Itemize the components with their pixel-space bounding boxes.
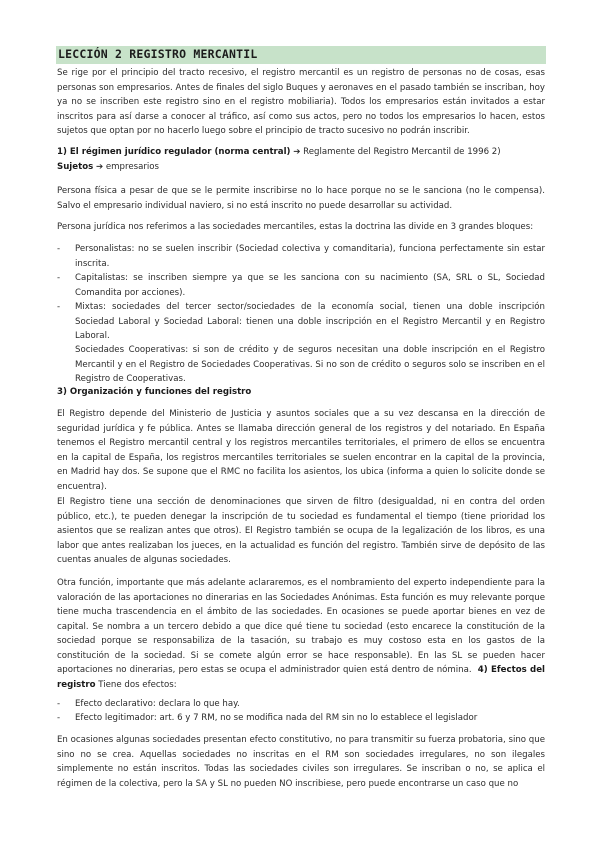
- bullet-efecto-declarativo: Efecto declarativo: declara lo que hay.: [75, 699, 240, 709]
- persona-fisica-text: Persona física a pesar de que se le permite inscribirse no lo hace porque no se le sanciona (no le compensa). Salvo el empresario individual naviero, si no está inscrito no puede desarrollar su actividad.: [57, 186, 545, 211]
- section-1-line: [57, 145, 545, 160]
- bullet-personalistas: Personalistas: no se suelen inscribir (Sociedad colectiva y comanditaria), funciona perfectamente sin estar inscrita.: [75, 244, 545, 269]
- section-1-text: ➔ Reglamente del Registro Mercantil de 1996 2): [290, 147, 501, 157]
- bullet-cooperativas: Sociedades Cooperativas: si son de crédito y de seguros necesitan una doble inscripción en el Registro Mercantil y en el Registro de Sociedades Cooperativas. Si no son de crédito o seguros solo se inscriben en el Registro de Cooperativas.: [75, 345, 545, 384]
- bullet-dash: -: [57, 273, 61, 283]
- bullet-mixtas: Mixtas: sociedades del tercer sector/sociedades de la economía social, tienen una doble inscripción Sociedad Laboral y Sociedad Laboral: tienen una doble inscripción en el Registro Mercantil y en Registro Laboral.: [75, 302, 545, 341]
- organizacion-paragraph-2: [57, 495, 545, 568]
- bullet-dash: -: [57, 302, 61, 312]
- organizacion-paragraph-3: [57, 576, 545, 692]
- bullet-capitalistas: Capitalistas: se inscriben siempre ya que se les sanciona con su nacimiento (SA, SRL o SL, Sociedad Comandita por acciones).: [75, 273, 545, 298]
- section-2-heading: Sujetos: [57, 162, 94, 172]
- final-text: En ocasiones algunas sociedades presentan efecto constitutivo, no para transmitir su fuerza probatoria, sino que sino no se crea. Aquellas sociedades no inscritas en el RM son sociedades irregulares, no son ilegales simplemente no están inscritos. Todas las sociedades civiles son irregulares. Se inscriban o no, se aplica el régimen de la colectiva, pero la SA y SL no pueden NO inscribiese, pero puede encontrarse un caso que no: [57, 735, 545, 789]
- page-title: LECCIÓN 2 REGISTRO MERCANTIL: [58, 47, 258, 61]
- persona-juridica-text: Persona jurídica nos referimos a las sociedades mercantiles, estas la doctrina las divide en 3 grandes bloques:: [57, 222, 534, 232]
- bullet-efecto-legitimador: Efecto legitimador: art. 6 y 7 RM, no se modifica nada del RM sin no lo establece el legislador: [75, 713, 478, 723]
- organizacion-paragraph-1: [57, 407, 545, 494]
- organizacion-text-1: El Registro depende del Ministerio de Justicia y asuntos sociales que a su vez descansa en la dirección de seguridad jurídica y fe pública. Antes se llamaba dirección general de los registros y del notariado. En España tenemos el Registro mercantil central y los registros mercantiles territoriales, el primero de ellos se encuentra en la capital de España, los registros mercantiles territoriales se suelen encontrar en la capital de la provincia, en Madrid hay dos. Se supone que el RMC no facilita los asientos, los ubica (informa a quien lo solicite donde se encuentra).: [57, 409, 545, 492]
- section-1-heading: 1) El régimen jurídico regulador (norma central): [57, 147, 291, 157]
- final-paragraph: [57, 733, 545, 791]
- bullet-dash: -: [57, 699, 61, 709]
- section-3-heading: 3) Organización y funciones del registro: [57, 387, 252, 397]
- persona-juridica-paragraph: [57, 220, 545, 235]
- bullet-dash: -: [57, 244, 61, 254]
- section-4-text: Tiene dos efectos:: [95, 679, 177, 690]
- section-2-line: [57, 160, 545, 175]
- persona-fisica-paragraph: [57, 184, 545, 213]
- section-3-line: [57, 385, 545, 400]
- section-2-text: ➔ empresarios: [93, 162, 160, 172]
- intro-paragraph: [57, 66, 545, 139]
- section-4-heading: 4) Efectos del registro: [57, 665, 545, 690]
- bullet-dash: -: [57, 713, 61, 723]
- organizacion-text-3: Otra función, importante que más adelante aclararemos, es el nombramiento del experto independiente para la valoración de las aportaciones no dinerarias en las Sociedades Anónimas. Esta función es muy relevante porque tiene mucha trascendencia en el ámbito de las sociedades. En ocasiones se puede aportar bienes en vez de capital. Se nombra a un tercero debido a que dice qué tiene tu sociedad (esto encarece la constitución de la sociedad porque se responsabiliza de la tasación, su trabajo es muy costoso esta en los gastos de la constitución de la sociedad. Si se comete algún error se hace responsable). En las SL se pueden hacer aportaciones no dinerarias, pero estas se ocupa el administrador quien está dentro de nómina.: [57, 578, 545, 675]
- organizacion-text-2: El Registro tiene una sección de denominaciones que sirven de filtro (desigualdad, ni en contra del orden público, etc.), te pueden denegar la inscripción de tu sociedad es fundamental el tiempo (tiene prioridad los asientos que se realizan antes que otros). El Registro también se ocupa de la legalización de los libros, es una labor que antes realizaban los jueces, en la actualidad es función del registro. También sirve de depósito de las cuentas anuales de algunas sociedades.: [57, 497, 545, 565]
- intro-text: Se rige por el principio del tracto recesivo, el registro mercantil es un registro de personas no de cosas, esas personas son empresarios. Antes de finales del siglo Buques y aeronaves en el pasado también se inscriban, hoy ya no se inscriben este registro sino en el registro mobiliaria). Todos los empresarios están invitados a estar inscritos para así darse a conocer al tráfico, así como sus actos, pero no todos los empresarios lo hacen, estos sujetos que optan por no hacerlo luego sobre el principio de tracto sucesivo no podrán inscribir.: [57, 68, 545, 136]
